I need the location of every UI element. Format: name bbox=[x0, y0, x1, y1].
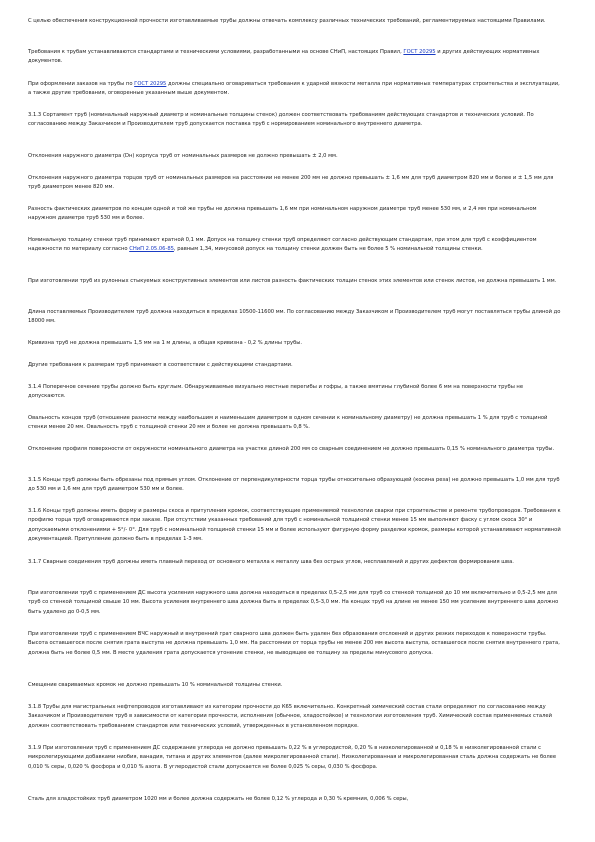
paragraph-text: 3.1.6 Концы труб должны иметь форму и размеры скоса и притупления кромок, соответствующие применяемой технологии сварки при строительстве и ремонте трубопроводов. Требования к профилю торца труб оговариваются при заказе. При отсутствии указанных требований для труб с номинальной толщиной стенки менее 15 мм выполняют фаску с углом скоса 30° и допускаемыми отклонениями + 5°/- 0°. Для труб с номинальной толщиной стенки 15 мм и более используют фигурную форму разделки кромок, размеры которой устанавливают нормативной документацией. Притупление должно быть в пределах 1-3 мм. bbox=[28, 508, 561, 542]
paragraph bbox=[28, 236, 562, 255]
paragraph bbox=[28, 17, 562, 26]
paragraph bbox=[28, 414, 562, 433]
document-link[interactable]: ГОСТ 20295 bbox=[134, 81, 167, 87]
paragraph bbox=[28, 339, 562, 348]
paragraph-text: 3.1.4 Поперечное сечение трубы должно быть круглым. Обнаруживаемые визуально местные перегибы и гофры, а также вмятины глубиной более 6 мм на поверхности трубы не допускаются. bbox=[28, 384, 524, 400]
paragraph-text: 3.1.8 Трубы для магистральных нефтепроводов изготавливают из категории прочности до К65 включительно. Конкретный химический состав стали определяют по согласованию между Заказчиком и Производителем труб в зависимости от категории прочности, исполнения (обычное, хладостойкое) и технологии изготовления труб. Химический состав применяемых сталей должен соответствовать требованиям стандартов или технических условий, утвержденных в установленном порядке. bbox=[28, 704, 552, 729]
paragraph-text: , равным 1,34, минусовой допуск на толщину стенки должен быть не более 5 % номинальной толщины стенки. bbox=[173, 246, 483, 253]
paragraph bbox=[28, 744, 562, 772]
paragraph bbox=[28, 383, 562, 402]
paragraph-text: Отклонения наружного диаметра (Dн) корпуса труб от номинальных размеров не должно превышать ± 2,0 мм. bbox=[28, 153, 338, 159]
paragraph bbox=[28, 277, 562, 286]
paragraph-text: Разность фактических диаметров по концам одной и той же трубы не должна превышать 1,6 мм при номинальном наружном диаметре труб менее 530 мм, и 2,4 мм при номинальном наружном диаметре труб 530 мм и более. bbox=[28, 206, 537, 222]
paragraph bbox=[28, 205, 562, 224]
paragraph bbox=[28, 630, 562, 658]
paragraph bbox=[28, 308, 562, 327]
document-link[interactable]: СНиП 2.05.06-85 bbox=[129, 246, 174, 253]
paragraph-text: Овальность концов труб (отношение разности между наибольшим и наименьшим диаметром в одном сечении к номинальному диаметру) не должна превышать 1 % для труб с толщиной стенки менее 20 мм. Овальность труб с толщиной стенки 20 мм и более не должна превышать 0,8 %. bbox=[28, 415, 548, 431]
paragraph-text: Требования к трубам устанавливаются стандартами и техническими условиями, разработанными на основе СНиП, настоящих Правил, bbox=[28, 49, 404, 55]
paragraph bbox=[28, 558, 562, 567]
paragraph-text: Сталь для хладостойких труб диаметром 1020 мм и более должна содержать не более 0,12 % углерода и 0,30 % кремния, 0,006 % серы, bbox=[28, 796, 409, 802]
paragraph-text: При изготовлении труб с применением ВЧС наружный и внутренний грат сварного шва должен быть удален без образования отслоений и других резких переходов к поверхности трубы. Высота оставшегося после снятия грата выступа не должна превышать 1,0 мм. На расстоянии от торца трубы не менее 200 мм высота выступа, оставшегося после снятия внутреннего грата, должна быть не более 0,5 мм. В месте удаления грата допускается утонение стенки, не выводящее ее толщину за пределы минусового допуска. bbox=[28, 631, 560, 656]
paragraph bbox=[28, 80, 562, 99]
paragraph-text: Смещение свариваемых кромок не должно превышать 10 % номинальной толщины стенки. bbox=[28, 682, 283, 688]
paragraph-text: Длина поставляемых Производителем труб должна находиться в пределах 10500-11600 мм. По согласованию между Заказчиком и Производителем труб могут поставляться трубы длиной до 18000 мм. bbox=[28, 309, 561, 325]
paragraph bbox=[28, 476, 562, 495]
paragraph bbox=[28, 152, 562, 161]
paragraph bbox=[28, 361, 562, 370]
paragraph bbox=[28, 589, 562, 617]
paragraph-text: При изготовлении труб из рулонных стыкуемых конструктивных элементов или листов разность фактических толщин стенок этих элементов или стенок листов, не должна превышать 1 мм. bbox=[28, 278, 557, 284]
paragraph-text: 3.1.9 При изготовлении труб с применением ДС содержание углерода не должно превышать 0,22 % в углеродистой, 0,20 % в низколегированной и 0,18 % в низколегированной стали с микролегирующими добавками ниобия, ванадия, титана и других элементов (далее микролегированной стали). Низколегированная и микролегированная сталь должна содержать не более 0,010 % серы, 0,020 % фосфора и 0,010 % азота. В углеродистой стали допускается не более 0,025 % серы, 0,030 % фосфора. bbox=[28, 745, 557, 770]
paragraph-text: С целью обеспечения конструкционной прочности изготавливаемые трубы должны отвечать комплексу различных технических требований, регламентируемых настоящими Правилами. bbox=[28, 18, 546, 24]
paragraph-text: Кривизна труб не должна превышать 1,5 мм на 1 м длины, а общая кривизна - 0,2 % длины трубы. bbox=[28, 340, 303, 346]
paragraph-text: Отклонения наружного диаметра торцов труб от номинальных размеров на расстоянии не менее 200 мм не должно превышать ± 1,6 мм для труб диаметром 820 мм и более и ± 1,5 мм для труб диаметром менее 820 мм. bbox=[28, 175, 554, 191]
paragraph-text: 3.1.5 Концы труб должны быть обрезаны под прямым углом. Отклонение от перпендикулярности торца трубы относительно образующей (косина реза) не должно превышать 1,0 мм для труб до 530 мм и 1,6 мм для труб диаметром 530 мм и более. bbox=[28, 477, 560, 493]
paragraph bbox=[28, 507, 562, 544]
paragraph-text: При изготовлении труб с применением ДС высота усиления наружного шва должна находиться в пределах 0,5-2,5 мм для труб со стенкой толщиной до 10 мм включительно и 0,5-2,5 мм для труб со стенкой толщиной свыше 10 мм. Высота усиления внутреннего шва должна быть в пределах 0,5-3,0 мм. На концах труб на длине не менее 150 мм усиление внутреннего шва должно быть удалено до 0-0,5 мм. bbox=[28, 590, 559, 615]
paragraph bbox=[28, 445, 562, 454]
paragraph bbox=[28, 48, 562, 67]
paragraph bbox=[28, 703, 562, 731]
paragraph bbox=[28, 174, 562, 193]
paragraph bbox=[28, 681, 562, 690]
paragraph-text: и других действующих нормативных документов. bbox=[28, 49, 540, 65]
paragraph-text: Отклонение профиля поверхности от окружности номинального диаметра на участке длиной 200 мм со сварным соединением не должно превышать 0,15 % номинального диаметра трубы. bbox=[28, 446, 555, 452]
paragraph-text: 3.1.7 Сварные соединения труб должны иметь плавный переход от основного металла к металлу шва без острых углов, несплавлений и других дефектов формирования шва. bbox=[28, 559, 514, 565]
document-link[interactable]: ГОСТ 20295 bbox=[403, 49, 436, 55]
paragraph-text: Другие требования к размерам труб принимают в соответствии с действующими стандартами. bbox=[28, 362, 293, 368]
paragraph bbox=[28, 795, 562, 804]
paragraph-text: Номинальную толщину стенки труб принимают кратной 0,1 мм. Допуск на толщину стенки труб определяют согласно действующим стандартам, при этом для труб с коэффициентом надежности по материалу согласно bbox=[28, 237, 537, 253]
paragraph-text: должны специально оговариваться требования к ударной вязкости металла при нормативных температурах строительства и эксплуатации, а также другие требования, оговоренные указанным выше документом. bbox=[28, 81, 560, 97]
paragraph bbox=[28, 111, 562, 130]
paragraph-text: При оформлении заказов на трубы по bbox=[28, 81, 135, 87]
paragraph-text: 3.1.3 Сортамент труб (номинальный наружный диаметр и номинальные толщины стенок) должен соответствовать требованиям действующих стандартов и технических условий. По согласованию между Заказчиком и Производителем труб допускается поставка труб с нормированием номинального внутреннего диаметра. bbox=[28, 112, 534, 128]
